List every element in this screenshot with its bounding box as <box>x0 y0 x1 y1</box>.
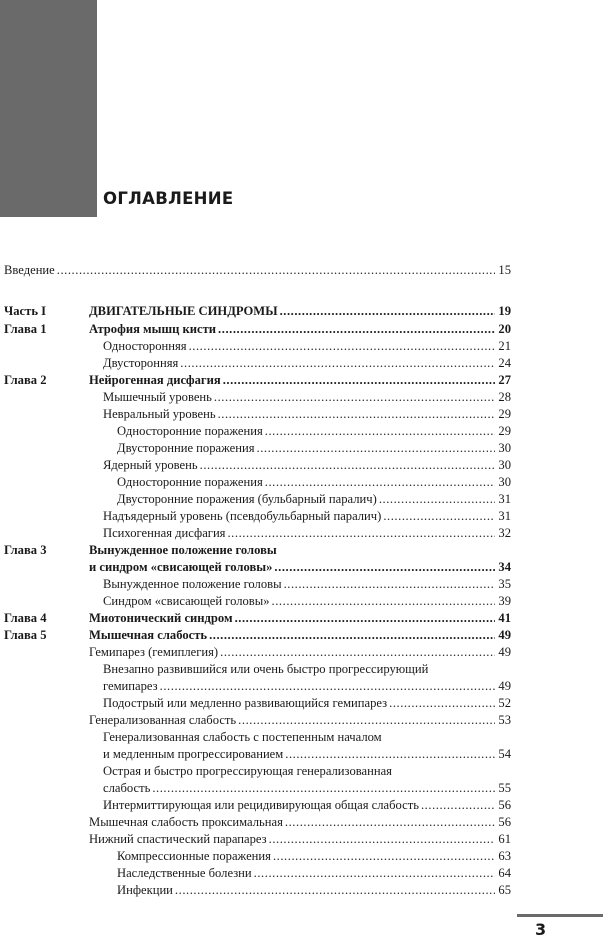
leader-dots <box>254 865 495 882</box>
toc-page-number: 30 <box>498 475 511 489</box>
toc-entry-ch5-s2[interactable] <box>0 712 603 729</box>
leader-dots <box>235 610 495 627</box>
toc-entry-title-line2: слабость <box>103 781 151 795</box>
toc-entry-ch5-s1[interactable] <box>0 644 603 661</box>
toc-entry-ch5-s2-b-cont[interactable] <box>0 780 603 797</box>
toc-entry-title: Инфекции <box>117 883 173 897</box>
leader-dots <box>285 746 495 763</box>
toc-page-number: 52 <box>498 696 511 710</box>
page-number-rule <box>517 914 603 917</box>
toc-page-number: 64 <box>498 866 511 880</box>
leader-dots <box>257 440 496 457</box>
toc-page-number: 27 <box>498 373 511 387</box>
toc-page-number: 39 <box>498 594 511 608</box>
leader-dots <box>273 848 495 865</box>
toc-page-number: 56 <box>498 815 511 829</box>
toc-entry-title: Надъядерный уровень (псевдобульбарный паралич) <box>103 509 382 523</box>
toc-entry-ch5-s1-a[interactable] <box>0 661 603 678</box>
toc-entry-title: Двусторонние поражения (бульбарный паралич) <box>117 492 377 506</box>
toc-entry-title-line2: гемипарез <box>103 679 158 693</box>
toc-page-number: 34 <box>498 560 511 574</box>
toc-page-number: 30 <box>498 458 511 472</box>
toc-entry-ch5-s4-c[interactable] <box>0 882 603 899</box>
leader-dots <box>383 508 495 525</box>
leader-dots <box>265 474 495 491</box>
leader-dots <box>284 576 495 593</box>
toc-entry-title: Односторонняя <box>103 339 187 353</box>
toc-page-number: 31 <box>498 492 511 506</box>
toc-page-number: 55 <box>498 781 511 795</box>
toc-entry-title: Нейрогенная дисфагия <box>89 373 221 387</box>
leader-dots <box>160 678 495 695</box>
toc-entry-ch5-s1-a-cont[interactable] <box>0 678 603 695</box>
toc-entry-ch2-s3-b[interactable] <box>0 491 603 508</box>
chapter-label: Глава 1 <box>4 322 47 336</box>
toc-entry-ch5-s2-b[interactable] <box>0 763 603 780</box>
toc-entry-title: Наследственные болезни <box>117 866 252 880</box>
leader-dots <box>223 372 495 389</box>
toc-entry-ch2-s2-a[interactable] <box>0 423 603 440</box>
leader-dots <box>269 831 495 848</box>
toc-entry-title: Ядерный уровень <box>103 458 198 472</box>
toc-entry-title: Гемипарез (гемиплегия) <box>89 645 219 659</box>
toc-page-number: 49 <box>498 628 511 642</box>
toc-entry-title: Миотонический синдром <box>89 611 233 625</box>
toc-entry-title-line1: Вынужденное положение головы <box>89 543 277 557</box>
leader-dots <box>214 389 495 406</box>
toc-entry-title-line2: и синдром «свисающей головы» <box>89 560 273 574</box>
leader-dots <box>200 457 495 474</box>
toc-page-number: 29 <box>498 424 511 438</box>
toc-entry-title: Подострый или медленно развивающийся гемипарез <box>103 696 388 710</box>
toc-entry-ch1[interactable] <box>0 321 603 338</box>
toc-entry-ch5-s4[interactable] <box>0 831 603 848</box>
toc-entry-ch4[interactable] <box>0 610 603 627</box>
toc-entry-title: Психогенная дисфагия <box>103 526 226 540</box>
toc-entry-ch2-s4[interactable] <box>0 508 603 525</box>
leader-dots <box>272 593 495 610</box>
toc-entry-title: Атрофия мышц кисти <box>89 322 217 336</box>
toc-entry-ch2-s3-a[interactable] <box>0 474 603 491</box>
toc-entry-title: Интермиттирующая или рецидивирующая общая слабость <box>103 798 419 812</box>
header-gray-block <box>0 0 97 217</box>
toc-entry-ch2[interactable] <box>0 372 603 389</box>
toc-entry-ch3[interactable] <box>0 542 603 559</box>
leader-dots <box>218 406 495 423</box>
toc-page-number: 31 <box>498 509 511 523</box>
toc-page-number: 19 <box>498 304 511 318</box>
toc-entry-ch2-s2[interactable] <box>0 406 603 423</box>
toc-entry-ch2-s2-b[interactable] <box>0 440 603 457</box>
page-title: ОГЛАВЛЕНИЕ <box>103 189 234 208</box>
chapter-label: Глава 2 <box>4 373 47 387</box>
toc-page-number: 21 <box>498 339 511 353</box>
toc-entry-ch5-s2-a-cont[interactable] <box>0 746 603 763</box>
toc-entry-ch5-s2-a[interactable] <box>0 729 603 746</box>
toc-page-number: 49 <box>498 679 511 693</box>
toc-entry-title: Генерализованная слабость <box>89 713 237 727</box>
leader-dots <box>280 303 495 320</box>
toc-entry-ch5-s1-b[interactable] <box>0 695 603 712</box>
leader-dots <box>265 423 495 440</box>
toc-entry-ch5[interactable] <box>0 627 603 644</box>
leader-dots <box>227 525 495 542</box>
toc-page-number: 41 <box>498 611 511 625</box>
toc-entry-ch3-s2[interactable] <box>0 593 603 610</box>
toc-page-number: 56 <box>498 798 511 812</box>
toc-entry-title: Нижний спастический парапарез <box>89 832 267 846</box>
toc-entry-title: Мышечный уровень <box>103 390 212 404</box>
toc-entry-title: Мышечная слабость проксимальная <box>89 815 283 829</box>
toc-entry-title-line1: Острая и быстро прогрессирующая генерализованная <box>103 764 392 778</box>
toc-entry-title: Вынужденное положение головы <box>103 577 282 591</box>
leader-dots <box>152 780 495 797</box>
part-label: Часть I <box>4 304 47 318</box>
toc-page-number: 29 <box>498 407 511 421</box>
toc-entry-title: Компрессионные поражения <box>117 849 271 863</box>
toc-page-number: 20 <box>498 322 511 336</box>
toc-page-number: 49 <box>498 645 511 659</box>
toc-entry-title: Двусторонние поражения <box>117 441 255 455</box>
toc-page-number: 35 <box>498 577 511 591</box>
toc-entry-ch5-s4-b[interactable] <box>0 865 603 882</box>
toc-page-number: 30 <box>498 441 511 455</box>
leader-dots <box>218 321 495 338</box>
toc-entry-ch1-s2[interactable] <box>0 355 603 372</box>
toc-page-number: 65 <box>498 883 511 897</box>
toc-entry-ch3-s1[interactable] <box>0 576 603 593</box>
leader-dots <box>189 338 495 355</box>
leader-dots <box>57 262 495 279</box>
toc-entry-ch5-s3[interactable] <box>0 814 603 831</box>
page-number: 3 <box>535 920 547 939</box>
toc-entry-title: Введение <box>4 263 55 277</box>
toc-page-number: 63 <box>498 849 511 863</box>
toc-entry-ch3-cont[interactable] <box>0 559 603 576</box>
leader-dots <box>379 491 495 508</box>
toc-page-number: 28 <box>498 390 511 404</box>
toc-page-number: 24 <box>498 356 511 370</box>
toc-entry-intro[interactable] <box>0 262 603 279</box>
toc-entry-ch1-s1[interactable] <box>0 338 603 355</box>
leader-dots <box>274 559 495 576</box>
chapter-label: Глава 4 <box>4 611 47 625</box>
toc-entry-ch2-s5[interactable] <box>0 525 603 542</box>
leader-dots <box>175 882 495 899</box>
toc-entry-ch2-s3[interactable] <box>0 457 603 474</box>
chapter-label: Глава 5 <box>4 628 47 642</box>
toc-page-number: 54 <box>498 747 511 761</box>
toc-entry-ch5-s4-a[interactable] <box>0 848 603 865</box>
toc-entry-title: Мышечная слабость <box>89 628 208 642</box>
leader-dots <box>180 355 495 372</box>
toc-page-number: 32 <box>498 526 511 540</box>
toc-entry-title: Двусторонняя <box>103 356 179 370</box>
toc-entry-title: Односторонние поражения <box>117 424 263 438</box>
leader-dots <box>220 644 495 661</box>
leader-dots <box>209 627 495 644</box>
toc-page-number: 15 <box>498 263 511 277</box>
toc-page-number: 61 <box>498 832 511 846</box>
toc-entry-title: Невральный уровень <box>103 407 216 421</box>
toc-entry-ch2-s1[interactable] <box>0 389 603 406</box>
toc-entry-title: Синдром «свисающей головы» <box>103 594 270 608</box>
toc-page-number: 53 <box>498 713 511 727</box>
leader-dots <box>389 695 495 712</box>
leader-dots <box>421 797 495 814</box>
toc-entry-title-line2: и медленным прогрессированием <box>103 747 284 761</box>
chapter-label: Глава 3 <box>4 543 47 557</box>
leader-dots <box>285 814 495 831</box>
leader-dots <box>238 712 495 729</box>
toc-entry-part1[interactable] <box>0 303 603 320</box>
toc-entry-title: Односторонние поражения <box>117 475 263 489</box>
toc-entry-ch5-s2-c[interactable] <box>0 797 603 814</box>
toc-entry-title: ДВИГАТЕЛЬНЫЕ СИНДРОМЫ <box>89 304 278 318</box>
toc-entry-title-line1: Внезапно развившийся или очень быстро прогрессирующий <box>103 662 429 676</box>
toc-entry-title-line1: Генерализованная слабость с постепенным началом <box>103 730 382 744</box>
